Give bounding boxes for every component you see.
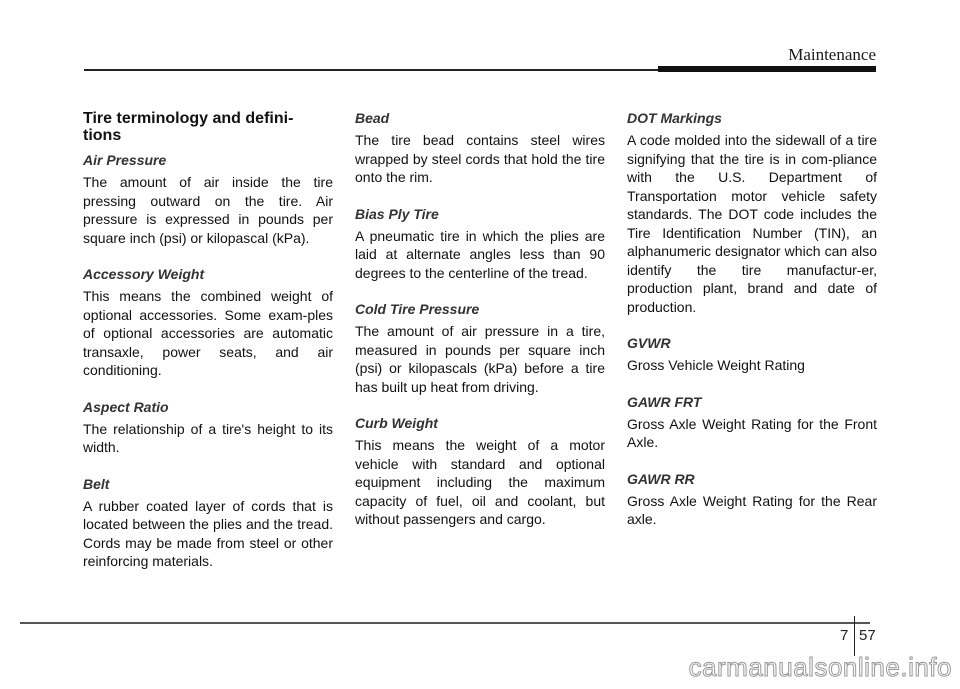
footer-rule	[20, 622, 870, 624]
def-bead: The tire bead contains steel wires wrapped by steel cords that hold the tire onto the rim.	[355, 132, 605, 185]
term-gawr-rr: GAWR RR	[627, 470, 695, 487]
term-bead: Bead	[355, 110, 390, 126]
term-gawr-frt: GAWR FRT	[627, 393, 702, 410]
section-title: Maintenance	[788, 45, 876, 64]
term-gvwr: GVWR	[627, 335, 671, 351]
column-2	[355, 110, 605, 548]
term-curb-weight: Curb Weight	[355, 415, 438, 431]
term-aspect-ratio: Aspect Ratio	[83, 398, 169, 415]
term-belt: Belt	[83, 475, 110, 492]
page-number: 57	[859, 627, 876, 644]
def-curb-weight: This means the weight of a motor vehicle with standard and optional equipment including the maximum capacity of fuel, oil and coolant, but without passengers and cargo.	[355, 437, 605, 527]
def-gawr-rr: Gross Axle Weight Rating for the Rear axle.	[627, 492, 877, 527]
def-accessory-weight: This means the combined weight of optional accessories. Some exam-ples of optional accessories are automatic transaxle, power seats, and air conditioning.	[83, 288, 333, 378]
term-cold-tire-pressure: Cold Tire Pressure	[355, 301, 480, 317]
def-bias-ply-tire: A pneumatic tire in which the plies are laid at alternate angles less than 90 degrees to the centerline of the tread.	[355, 227, 605, 281]
def-gawr-frt: Gross Axle Weight Rating for the Front Axle.	[627, 415, 877, 450]
def-gvwr: Gross Vehicle Weight Rating	[627, 357, 805, 373]
term-bias-ply-tire: Bias Ply Tire	[355, 205, 439, 222]
page-number-divider	[854, 616, 855, 656]
def-belt: A rubber coated layer of cords that is located between the plies and the tread. Cords may be made from steel or other reinforcing materials.	[83, 497, 333, 569]
watermark: carmanualsonline.info	[688, 652, 952, 682]
column-1	[83, 110, 333, 590]
term-accessory-weight: Accessory Weight	[83, 266, 205, 282]
def-aspect-ratio: The relationship of a tire's height to its width.	[83, 420, 333, 455]
header-rule-accent	[658, 66, 876, 72]
chapter-number: 7	[840, 627, 849, 644]
def-air-pressure: The amount of air inside the tire pressing outward on the tire. Air pressure is expressed in pounds per square inch (psi) or kilopascal (kPa).	[83, 174, 333, 246]
term-dot-markings: DOT Markings	[627, 110, 722, 126]
def-cold-tire-pressure: The amount of air pressure in a tire, measured in pounds per square inch (psi) or kilopascals (kPa) before a tire has built up heat from driving.	[355, 323, 605, 395]
def-dot-markings: A code molded into the sidewall of a tire signifying that the tire is in com-pliance with the U.S. Department of Transportation motor vehicle safety standards. The DOT code includes the Tire Identification Number (TIN), an alphanumeric designator which can also identify the tire manufactur-er, production plant, brand and date of production.	[627, 132, 877, 315]
term-air-pressure: Air Pressure	[83, 152, 167, 168]
column-3	[627, 110, 877, 548]
page-heading: Tire terminology and defini- tions	[83, 110, 294, 144]
